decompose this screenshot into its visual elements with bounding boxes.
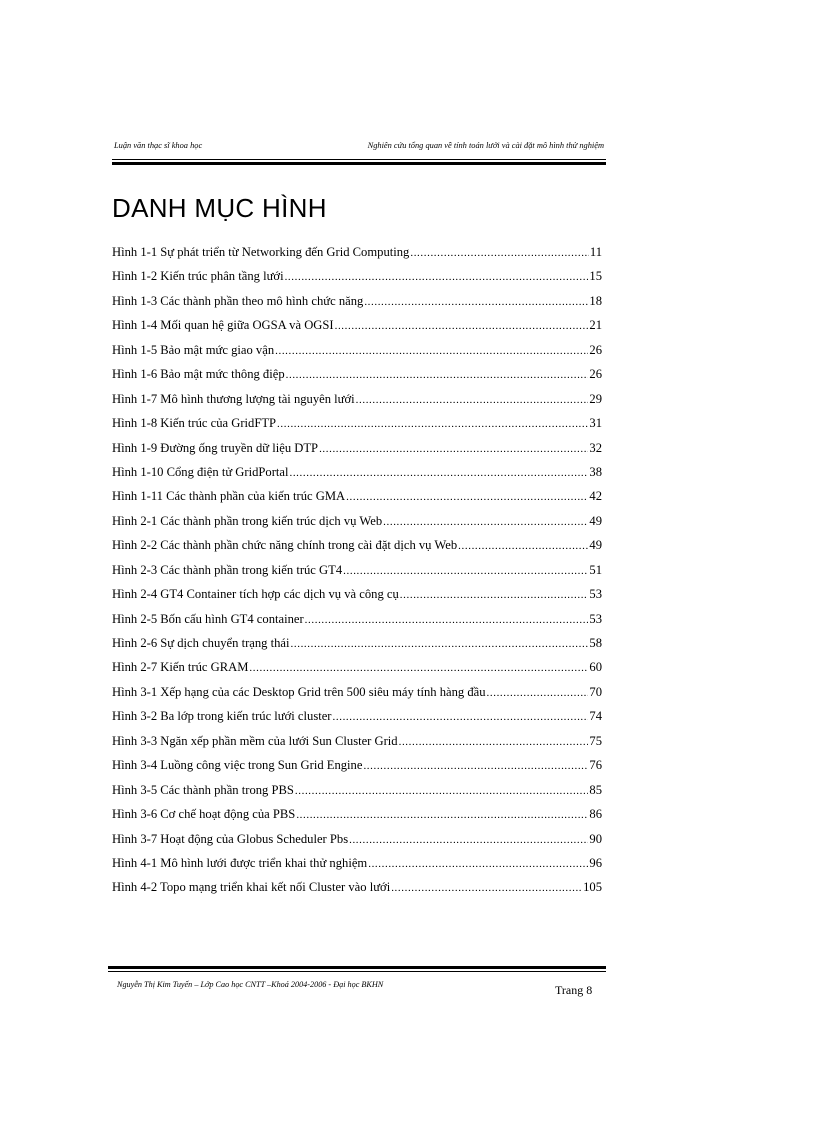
figure-page-number: 53 <box>589 587 602 602</box>
dot-leader <box>285 269 589 286</box>
figure-caption: Hình 1-11 Các thành phần của kiến trúc GMA <box>112 489 346 504</box>
figure-page-number: 15 <box>589 269 602 284</box>
dot-leader <box>383 514 588 531</box>
figure-caption: Hình 1-2 Kiến trúc phân tầng lưới <box>112 269 284 284</box>
list-item <box>112 391 602 415</box>
figure-caption: Hình 1-10 Cổng điện tử GridPortal <box>112 464 289 479</box>
list-item <box>112 293 602 317</box>
header-thesis-type: Luận văn thạc sĩ khoa học <box>114 141 203 150</box>
list-item <box>112 464 602 488</box>
dot-leader <box>289 465 588 482</box>
figure-page-number: 58 <box>589 636 602 650</box>
dot-leader <box>305 612 589 629</box>
list-item <box>112 513 602 537</box>
figure-caption: Hình 3-4 Luồng công việc trong Sun Grid Engine <box>112 758 363 773</box>
figure-page-number: 74 <box>589 709 602 724</box>
dot-leader <box>296 807 588 824</box>
list-item <box>112 415 602 439</box>
list-item <box>112 611 602 635</box>
dot-leader <box>410 245 589 262</box>
dot-leader <box>343 563 588 580</box>
figure-caption: Hình 2-1 Các thành phần trong kiến trúc dịch vụ Web <box>112 513 383 528</box>
dot-leader <box>319 441 588 458</box>
list-item <box>112 366 602 390</box>
list-item <box>112 317 602 341</box>
figure-page-number: 86 <box>589 807 602 822</box>
footer-rule-thick <box>108 966 606 969</box>
list-item <box>112 757 602 781</box>
dot-leader <box>349 832 588 849</box>
figure-page-number: 90 <box>589 831 602 846</box>
list-item <box>112 586 602 610</box>
list-item <box>112 708 602 732</box>
dot-leader <box>391 880 582 897</box>
figure-caption: Hình 3-5 Các thành phần trong PBS <box>112 782 294 797</box>
dot-leader <box>275 343 588 360</box>
page-title: DANH MỤC HÌNH <box>112 193 327 223</box>
dot-leader <box>356 392 589 409</box>
footer-rule-thin <box>108 971 606 972</box>
dot-leader <box>291 636 589 653</box>
dot-leader <box>487 685 589 702</box>
figure-page-number: 60 <box>589 660 602 675</box>
figure-page-number: 49 <box>589 538 602 553</box>
dot-leader <box>249 660 588 677</box>
list-item <box>112 488 602 512</box>
figure-caption: Hình 1-1 Sự phát triển từ Networking đến Grid Computing <box>112 245 410 259</box>
figure-page-number: 85 <box>589 782 602 797</box>
figure-caption: Hình 3-6 Cơ chế hoạt động của PBS <box>112 807 296 822</box>
dot-leader <box>277 416 588 433</box>
figure-caption: Hình 4-2 Topo mạng triển khai kết nối Cluster vào lưới <box>112 880 391 895</box>
list-item <box>112 855 602 879</box>
figure-page-number: 70 <box>589 684 602 699</box>
figure-caption: Hình 2-4 GT4 Container tích hợp các dịch vụ và công cụ <box>112 587 399 602</box>
figure-caption: Hình 1-6 Bảo mật mức thông điệp <box>112 367 285 382</box>
dot-leader <box>399 734 589 751</box>
dot-leader <box>364 294 588 311</box>
figure-page-number: 31 <box>589 416 602 431</box>
figure-page-number: 29 <box>589 391 602 406</box>
figure-page-number: 21 <box>589 318 602 333</box>
figure-caption: Hình 2-5 Bốn cấu hình GT4 container <box>112 611 304 626</box>
figure-list <box>112 244 602 904</box>
figure-caption: Hình 2-3 Các thành phần trong kiến trúc GT4 <box>112 562 343 577</box>
list-item <box>112 440 602 464</box>
figure-page-number: 11 <box>589 245 602 259</box>
figure-page-number: 96 <box>589 855 602 870</box>
figure-caption: Hình 1-5 Bảo mật mức giao vận <box>112 342 275 357</box>
dot-leader <box>363 758 588 775</box>
page-number: Trang 8 <box>555 983 593 997</box>
figure-page-number: 51 <box>589 562 602 577</box>
figure-caption: Hình 1-7 Mô hình thương lượng tài nguyên lưới <box>112 391 355 406</box>
header-thesis-title: Nghiên cứu tổng quan về tính toán lưới và cài đặt mô hình thử nghiệm <box>367 141 604 150</box>
figure-caption: Hình 4-1 Mô hình lưới được triển khai thử nghiệm <box>112 855 368 870</box>
dot-leader <box>458 538 588 555</box>
list-item <box>112 879 602 903</box>
figure-page-number: 26 <box>589 367 602 382</box>
figure-caption: Hình 3-2 Ba lớp trong kiến trúc lưới cluster <box>112 709 332 724</box>
header-rule-thin <box>112 159 606 160</box>
figure-page-number: 49 <box>589 513 602 528</box>
dot-leader <box>335 318 589 335</box>
header-rule-thick <box>112 162 606 165</box>
list-item <box>112 659 602 683</box>
figure-page-number: 75 <box>589 733 602 748</box>
figure-caption: Hình 3-1 Xếp hạng của các Desktop Grid trên 500 siêu máy tính hàng đầu <box>112 684 486 699</box>
list-item <box>112 831 602 855</box>
figure-caption: Hình 2-7 Kiến trúc GRAM <box>112 660 249 675</box>
dot-leader <box>400 587 589 604</box>
figure-page-number: 38 <box>589 464 602 479</box>
figure-caption: Hình 1-4 Mối quan hệ giữa OGSA và OGSI <box>112 318 334 333</box>
dot-leader <box>333 709 589 726</box>
figure-page-number: 105 <box>583 880 602 895</box>
list-item <box>112 733 602 757</box>
figure-page-number: 32 <box>589 440 602 455</box>
figure-page-number: 42 <box>589 489 602 504</box>
list-item <box>112 806 602 830</box>
list-item <box>112 635 602 659</box>
figure-caption: Hình 1-3 Các thành phần theo mô hình chức năng <box>112 293 364 308</box>
list-item <box>112 537 602 561</box>
figure-caption: Hình 1-9 Đường ống truyền dữ liệu DTP <box>112 440 319 455</box>
figure-caption: Hình 3-7 Hoạt động của Globus Scheduler Pbs <box>112 831 349 846</box>
footer-author: Nguyễn Thị Kim Tuyến – Lớp Cao học CNTT –Khoá 2004-2006 - Đại học BKHN <box>117 980 384 989</box>
figure-page-number: 53 <box>589 611 602 626</box>
dot-leader <box>368 856 588 873</box>
list-item <box>112 342 602 366</box>
figure-caption: Hình 1-8 Kiến trúc của GridFTP <box>112 416 277 431</box>
list-item <box>112 684 602 708</box>
figure-caption: Hình 3-3 Ngăn xếp phần mềm của lưới Sun Cluster Grid <box>112 733 398 748</box>
figure-page-number: 18 <box>589 293 602 308</box>
figure-page-number: 26 <box>589 342 602 357</box>
figure-caption: Hình 2-2 Các thành phần chức năng chính trong cài đặt dịch vụ Web <box>112 538 458 553</box>
list-item <box>112 268 602 292</box>
figure-page-number: 76 <box>589 758 602 773</box>
list-item <box>112 244 602 268</box>
dot-leader <box>295 783 589 800</box>
dot-leader <box>286 367 589 384</box>
figure-caption: Hình 2-6 Sự dịch chuyển trạng thái <box>112 636 290 650</box>
list-item <box>112 782 602 806</box>
list-item <box>112 562 602 586</box>
dot-leader <box>346 489 588 506</box>
page-header <box>112 141 606 157</box>
